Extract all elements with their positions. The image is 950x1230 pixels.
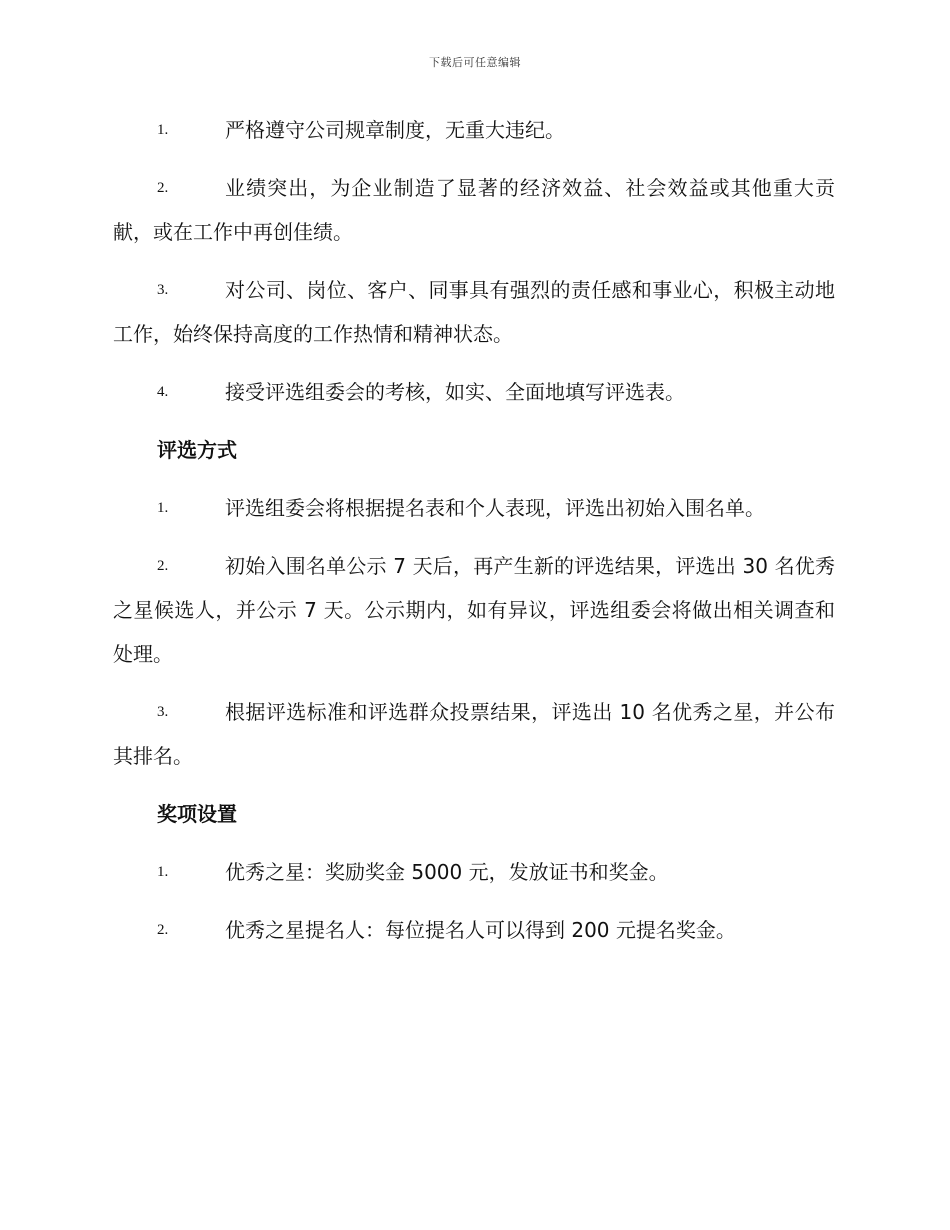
list-item (113, 850, 835, 894)
list-item-number: 2. (157, 922, 169, 938)
list-item-number: 3. (157, 282, 169, 298)
list-item-number: 1. (157, 122, 169, 138)
list-item-number: 1. (157, 500, 169, 516)
list-item (113, 690, 835, 778)
document-body (113, 108, 835, 966)
list-item (113, 166, 835, 254)
list-item-text: 根据评选标准和评选群众投票结果，评选出 10 名优秀之星，并公布其排名。 (113, 700, 835, 768)
list-item-number: 4. (157, 384, 169, 400)
list-item-number: 1. (157, 864, 169, 880)
list-item-text: 业绩突出，为企业制造了显著的经济效益、社会效益或其他重大贡献，或在工作中再创佳绩。 (113, 176, 835, 244)
list-item (113, 370, 835, 414)
list-item-text: 优秀之星：奖励奖金 5000 元，发放证书和奖金。 (225, 860, 669, 884)
list-item (113, 486, 835, 530)
list-item-text: 评选组委会将根据提名表和个人表现，评选出初始入围名单。 (225, 496, 765, 520)
list-item-text: 对公司、岗位、客户、同事具有强烈的责任感和事业心，积极主动地工作，始终保持高度的工作热情和精神状态。 (113, 278, 835, 346)
list-item (113, 268, 835, 356)
list-item-text: 优秀之星提名人：每位提名人可以得到 200 元提名奖金。 (225, 918, 736, 942)
list-item-text: 接受评选组委会的考核，如实、全面地填写评选表。 (225, 380, 685, 404)
list-item-number: 2. (157, 558, 169, 574)
section-heading-selection-method: 评选方式 (157, 438, 237, 462)
page-header: 下载后可任意编辑 (429, 56, 521, 69)
list-item-number: 3. (157, 704, 169, 720)
list-item-text: 初始入围名单公示 7 天后，再产生新的评选结果，评选出 30 名优秀之星候选人，并公示 7 天。公示期内，如有异议，评选组委会将做出相关调查和处理。 (113, 554, 835, 666)
list-item-number: 2. (157, 180, 169, 196)
list-item (113, 908, 835, 952)
section-heading-award-settings: 奖项设置 (157, 802, 237, 826)
list-item (113, 108, 835, 152)
list-item (113, 544, 835, 676)
list-item-text: 严格遵守公司规章制度，无重大违纪。 (225, 118, 565, 142)
